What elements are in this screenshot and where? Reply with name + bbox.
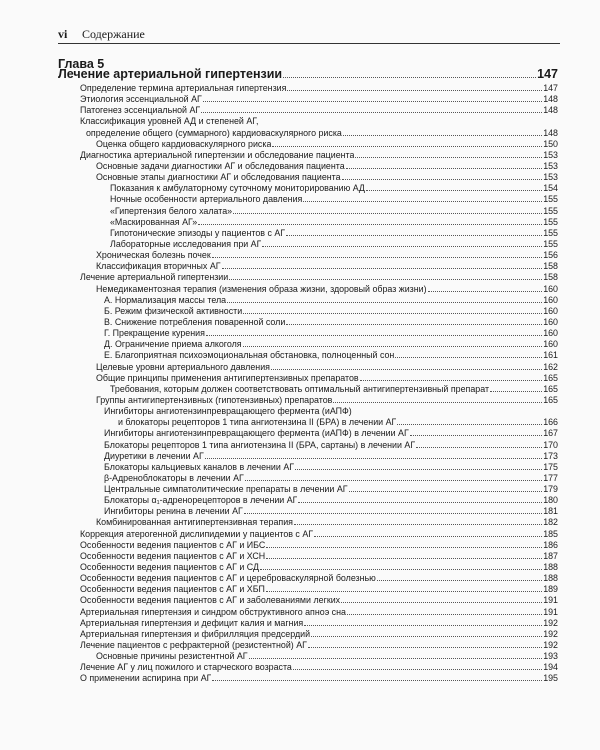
leader-dots — [286, 324, 542, 325]
toc-entry-title: Артериальная гипертензия и дефицит калия и магния — [80, 617, 304, 628]
toc-entry — [58, 239, 558, 250]
leader-dots — [266, 591, 542, 592]
toc-entry-title: Общие принципы применения антигипертензивных препаратов — [96, 372, 359, 383]
toc-entry-title: В. Снижение потребления поваренной соли — [104, 316, 286, 327]
toc-entry — [58, 406, 558, 417]
leader-dots — [266, 547, 542, 548]
toc-entry-page: 150 — [543, 138, 558, 149]
toc-entry-page: 148 — [543, 94, 558, 105]
toc-entry-title: Лечение артериальной гипертензии — [80, 272, 229, 283]
toc-entry-title: Целевые уровни артериального давления — [96, 361, 270, 372]
chapter-title: Лечение артериальной гипертензии — [58, 67, 283, 81]
toc-entry — [58, 105, 558, 116]
toc-entry-page: 154 — [543, 183, 558, 194]
toc-entry — [58, 306, 558, 317]
leader-dots — [229, 279, 542, 280]
toc-entry — [58, 94, 558, 105]
toc-entry-page: 182 — [543, 517, 558, 528]
toc-entry — [58, 440, 558, 451]
toc-entry-page: 188 — [543, 562, 558, 573]
toc-entry-page: 179 — [543, 484, 558, 495]
toc-entry — [58, 206, 558, 217]
leader-dots — [308, 647, 542, 648]
toc-entry-page: 177 — [543, 472, 558, 483]
toc-entry-title: Блокаторы α₁-адренорецепторов в лечении АГ — [104, 495, 298, 506]
toc-entry-page: 194 — [543, 662, 558, 673]
toc-entry — [58, 317, 558, 328]
page-header — [58, 27, 560, 44]
toc-entry-title: Классификация вторичных АГ — [96, 261, 221, 272]
toc-entry-page: 153 — [543, 172, 558, 183]
toc-entry-title: и блокаторы рецепторов 1 типа ангиотензина II (БРА) в лечении АГ — [118, 417, 397, 428]
toc-entry-title: «Маскированная АГ» — [110, 216, 198, 227]
toc-entry-title: Основные причины резистентной АГ — [96, 651, 248, 662]
toc-entry — [58, 362, 558, 373]
toc-entry — [58, 228, 558, 239]
toc-entry — [58, 562, 558, 573]
toc-entry-title: Ингибиторы ангиотензинпревращающего фермента (иАПФ) в лечении АГ — [104, 428, 409, 439]
toc-entry-title: Особенности ведения пациентов с АГ и СД — [80, 562, 260, 573]
toc-entry — [58, 194, 558, 205]
toc-entry — [58, 161, 558, 172]
toc-entry-title: Оценка общего кардиоваскулярного риска — [96, 138, 272, 149]
leader-dots — [283, 77, 536, 78]
toc-entry-page: 161 — [543, 350, 558, 361]
toc-entry-title: Этиология эссенциальной АГ — [80, 94, 202, 105]
toc-entry-page: 160 — [543, 339, 558, 350]
toc-entry-page: 155 — [543, 216, 558, 227]
toc-entry-title: Комбинированная антигипертензивная терапия — [96, 517, 293, 528]
toc-entry — [58, 139, 558, 150]
chapter-number: Глава 5 — [58, 57, 105, 71]
toc-entry-page: 165 — [543, 383, 558, 394]
toc-entry — [58, 462, 558, 473]
toc-entry-page: 173 — [543, 450, 558, 461]
toc-entry — [58, 551, 558, 562]
toc-entry — [58, 172, 558, 183]
toc-entry — [58, 217, 558, 228]
toc-entry — [58, 473, 558, 484]
toc-entry-page: 180 — [543, 495, 558, 506]
leader-dots — [233, 213, 542, 214]
toc-entry-page: 160 — [543, 316, 558, 327]
leader-dots — [490, 391, 542, 392]
toc-entry-page: 191 — [543, 606, 558, 617]
toc-entry-page: 186 — [543, 539, 558, 550]
toc-entry-page: 181 — [543, 506, 558, 517]
toc-entry — [58, 417, 558, 428]
toc-entry-title: Классификация уровней АД и степеней АГ, — [80, 116, 259, 127]
toc-entry-title: Гипотонические эпизоды у пациентов с АГ — [110, 227, 286, 238]
leader-dots — [212, 257, 542, 258]
toc-entry-page: 158 — [543, 272, 558, 283]
toc-entry-title: Ночные особенности артериального давления — [110, 194, 303, 205]
leader-dots — [295, 469, 542, 470]
toc-entry-title: Блокаторы кальциевых каналов в лечении АГ — [104, 461, 295, 472]
toc-entry-page: 165 — [543, 394, 558, 405]
leader-dots — [342, 179, 543, 180]
chapter-page: 147 — [537, 67, 558, 81]
leader-dots — [227, 302, 542, 303]
toc-entry — [58, 484, 558, 495]
toc-entry-title: «Гипертензия белого халата» — [110, 205, 233, 216]
toc-entry — [58, 673, 558, 684]
toc-entry-title: Особенности ведения пациентов с АГ и ИБС — [80, 539, 266, 550]
chapter-title-line — [58, 67, 558, 82]
toc-entry-page: 162 — [543, 361, 558, 372]
leader-dots — [366, 190, 542, 191]
toc-entry — [58, 284, 558, 295]
toc-entry-page: 167 — [543, 428, 558, 439]
toc-entry-page: 148 — [543, 105, 558, 116]
toc-entry-page: 188 — [543, 573, 558, 584]
toc-entry — [58, 272, 558, 283]
toc-entry-title: Немедикаментозная терапия (изменения образа жизни, здоровый образ жизни) — [96, 283, 427, 294]
toc-entry — [58, 83, 558, 94]
toc-entry-page: 148 — [543, 127, 558, 138]
toc-entry — [58, 584, 558, 595]
toc-entry-title: Артериальная гипертензия и фибрилляция предсердий — [80, 628, 311, 639]
toc-entry-title: Лечение АГ у лиц пожилого и старческого возраста — [80, 662, 292, 673]
table-of-contents — [58, 67, 558, 685]
toc-entry-title: Ингибиторы ренина в лечении АГ — [104, 506, 243, 517]
leader-dots — [410, 435, 542, 436]
toc-entry-title: Коррекция атерогенной дислипидемии у пациентов с АГ — [80, 528, 314, 539]
leader-dots — [294, 524, 542, 525]
page-number: vi — [58, 27, 68, 41]
leader-dots — [298, 502, 542, 503]
toc-entry — [58, 116, 558, 127]
leader-dots — [272, 146, 542, 147]
leader-dots — [245, 480, 542, 481]
toc-entry-page: 156 — [543, 250, 558, 261]
toc-entry — [58, 295, 558, 306]
toc-entry-page: 160 — [543, 328, 558, 339]
toc-entry-page: 185 — [543, 528, 558, 539]
leader-dots — [347, 614, 542, 615]
toc-entry — [58, 607, 558, 618]
toc-entry-title: О применении аспирина при АГ — [80, 673, 212, 684]
toc-entry-page: 192 — [543, 628, 558, 639]
toc-entry-page: 155 — [543, 194, 558, 205]
toc-entry-title: Требования, которым должен соответствовать оптимальный антигипертензивный препарат — [110, 383, 490, 394]
toc-entry-title: Лабораторные исследования при АГ — [110, 238, 262, 249]
toc-entry-page: 165 — [543, 372, 558, 383]
leader-dots — [266, 558, 542, 559]
toc-entry-page: 153 — [543, 160, 558, 171]
toc-entry — [58, 395, 558, 406]
running-head: Содержание — [82, 27, 145, 41]
leader-dots — [395, 357, 542, 358]
leader-dots — [243, 313, 542, 314]
toc-entry-page: 195 — [543, 673, 558, 684]
toc-entry-title: Лечение пациентов с рефрактерной (резистентной) АГ — [80, 640, 307, 651]
toc-entry — [58, 339, 558, 350]
toc-entry — [58, 428, 558, 439]
toc-entry-title: Г. Прекращение курения — [104, 328, 205, 339]
toc-entry-page: 192 — [543, 617, 558, 628]
toc-entry-title: Блокаторы рецепторов 1 типа ангиотензина II (БРА, сартаны) в лечении АГ — [104, 439, 416, 450]
toc-entry — [58, 573, 558, 584]
toc-entry-title: Диагностика артериальной гипертензии и обследование пациента — [80, 149, 355, 160]
leader-dots — [349, 491, 543, 492]
leader-dots — [198, 224, 542, 225]
toc-entry-title: Основные задачи диагностики АГ и обследования пациента — [96, 160, 345, 171]
toc-entry-title: Хроническая болезнь почек — [96, 250, 211, 261]
toc-entry-page: 155 — [543, 238, 558, 249]
toc-entry-title: Диуретики в лечении АГ — [104, 450, 204, 461]
leader-dots — [311, 636, 542, 637]
toc-entry — [58, 629, 558, 640]
toc-entry-title: Центральные симпатолитические препараты в лечении АГ — [104, 484, 348, 495]
leader-dots — [304, 625, 542, 626]
toc-entry — [58, 128, 558, 139]
leader-dots — [314, 536, 542, 537]
leader-dots — [377, 580, 542, 581]
toc-entry — [58, 250, 558, 261]
leader-dots — [333, 402, 542, 403]
leader-dots — [397, 424, 542, 425]
leader-dots — [293, 669, 542, 670]
leader-dots — [346, 168, 543, 169]
toc-entry — [58, 495, 558, 506]
toc-entry-page: 158 — [543, 261, 558, 272]
toc-entry-title: Определение термина артериальная гипертензия — [80, 83, 287, 93]
toc-entry-page: 191 — [543, 595, 558, 606]
toc-entry-title: Особенности ведения пациентов с АГ и ХСН — [80, 550, 266, 561]
toc-entry — [58, 328, 558, 339]
toc-entry-page: 155 — [543, 227, 558, 238]
toc-entry-page: 160 — [543, 283, 558, 294]
toc-entry-title: Б. Режим физической активности — [104, 305, 243, 316]
toc-entry — [58, 517, 558, 528]
leader-dots — [205, 458, 542, 459]
leader-dots — [303, 201, 542, 202]
toc-entry-title: Особенности ведения пациентов с АГ и заболеваниями легких — [80, 595, 341, 606]
leader-dots — [201, 112, 542, 113]
toc-entry-title: β-Адреноблокаторы в лечении АГ — [104, 472, 244, 483]
toc-entry-page: 175 — [543, 461, 558, 472]
toc-entry-title: Патогенез эссенциальной АГ — [80, 105, 201, 116]
toc-entry-title: А. Нормализация массы тела — [104, 294, 227, 305]
toc-entry — [58, 529, 558, 540]
toc-entry-title: Ингибиторы ангиотензинпревращающего фермента (иАПФ) — [104, 406, 352, 417]
toc-entry-title: Особенности ведения пациентов с АГ и ХБП — [80, 584, 265, 595]
toc-entry — [58, 384, 558, 395]
toc-entry — [58, 350, 558, 361]
toc-entry-title: Д. Ограничение приема алкоголя — [104, 339, 242, 350]
leader-dots — [271, 369, 542, 370]
toc-entry — [58, 540, 558, 551]
toc-entry-page: 155 — [543, 205, 558, 216]
toc-entry — [58, 373, 558, 384]
toc-entry — [58, 640, 558, 651]
toc-entry-page: 170 — [543, 439, 558, 450]
toc-entry — [58, 183, 558, 194]
leader-dots — [341, 602, 542, 603]
toc-entry — [58, 595, 558, 606]
toc-entry — [58, 261, 558, 272]
leader-dots — [428, 291, 543, 292]
toc-entry-page: 189 — [543, 584, 558, 595]
leader-dots — [243, 346, 543, 347]
leader-dots — [360, 380, 543, 381]
toc-entry — [58, 651, 558, 662]
toc-entry-title: Основные этапы диагностики АГ и обследования пациента — [96, 172, 341, 183]
leader-dots — [287, 90, 542, 91]
toc-entry-page: 160 — [543, 294, 558, 305]
leader-dots — [206, 335, 542, 336]
leader-dots — [262, 246, 542, 247]
toc-entry-page: 153 — [543, 149, 558, 160]
leader-dots — [416, 447, 542, 448]
leader-dots — [260, 569, 542, 570]
toc-entry-page: 160 — [543, 305, 558, 316]
toc-entry — [58, 618, 558, 629]
toc-entry — [58, 506, 558, 517]
leader-dots — [343, 135, 542, 136]
leader-dots — [212, 680, 542, 681]
toc-entry-page: 166 — [543, 417, 558, 428]
toc-entry-title: Показания к амбулаторному суточному мониторированию АД — [110, 183, 365, 194]
toc-entry-title: Е. Благоприятная психоэмоциональная обстановка, полноценный сон — [104, 350, 395, 361]
toc-entry-page: 192 — [543, 640, 558, 651]
toc-entry — [58, 451, 558, 462]
toc-entry-page: 193 — [543, 651, 558, 662]
leader-dots — [222, 268, 543, 269]
toc-entry-title: определение общего (суммарного) кардиоваскулярного риска — [86, 127, 342, 138]
toc-entry — [58, 150, 558, 161]
toc-entry-title: Особенности ведения пациентов с АГ и цереброваскулярной болезнью — [80, 573, 376, 584]
toc-entry — [58, 662, 558, 673]
leader-dots — [244, 513, 542, 514]
leader-dots — [286, 235, 542, 236]
leader-dots — [355, 157, 542, 158]
leader-dots — [249, 658, 543, 659]
toc-entry-title: Артериальная гипертензия и синдром обструктивного апноэ сна — [80, 606, 346, 617]
toc-entry-page: 147 — [543, 83, 558, 93]
toc-entry-title: Группы антигипертензивных (гипотензивных) препаратов — [96, 394, 333, 405]
leader-dots — [203, 101, 542, 102]
toc-entry-page: 187 — [543, 550, 558, 561]
